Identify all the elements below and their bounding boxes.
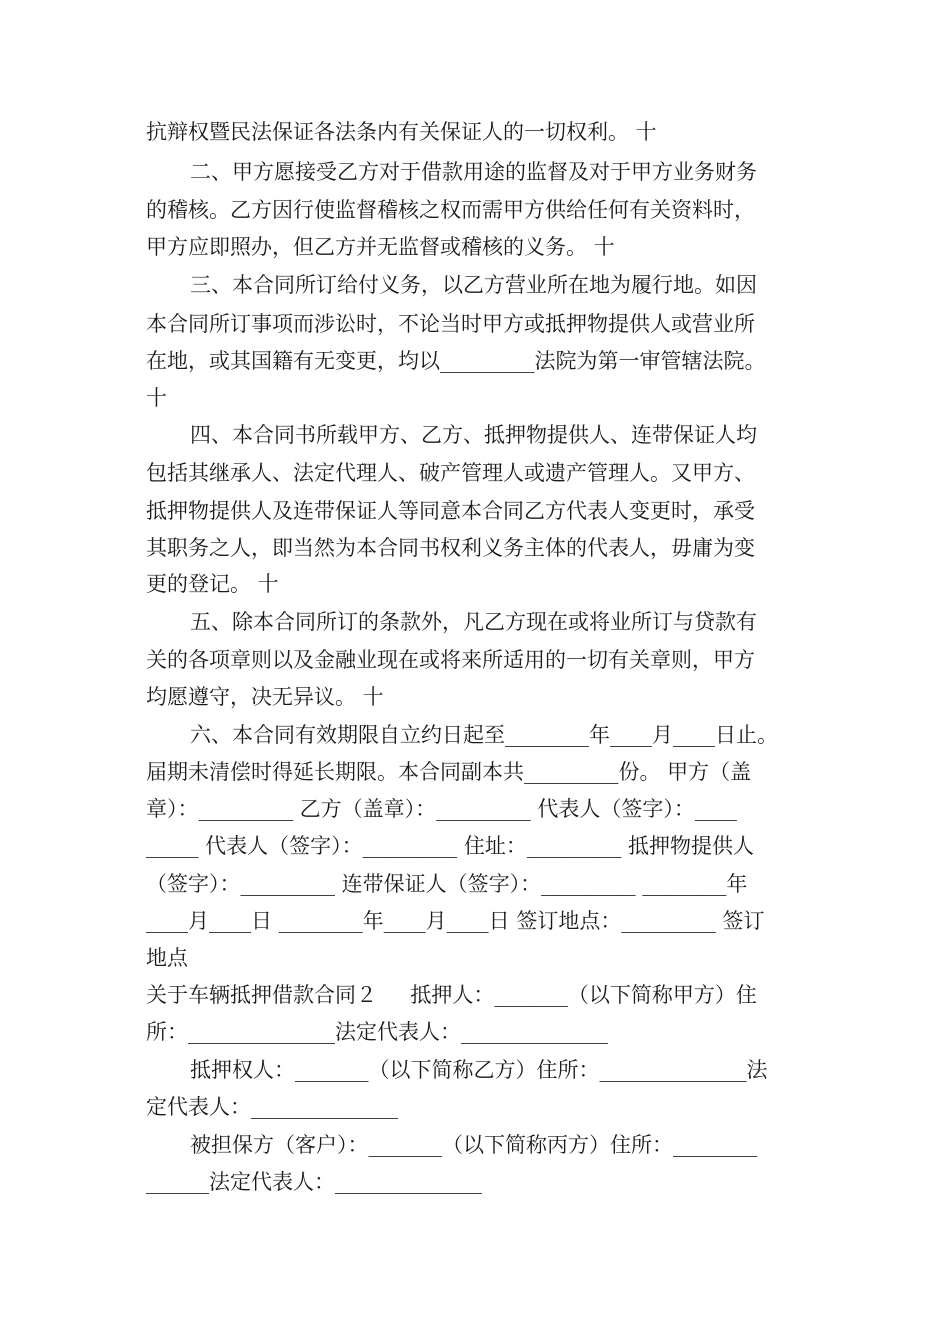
text-line: 均愿遵守，决无异议。 十 <box>146 685 384 709</box>
text-line: 关的各项章则以及金融业现在或将来所适用的一切有关章则，甲方 <box>146 648 755 672</box>
text-line: 其职务之人，即当然为本合同书权利义务主体的代表人，毋庸为变 <box>146 536 755 560</box>
text-line: 抗辩权暨民法保证各法条内有关保证人的一切权利。 十 <box>146 120 657 144</box>
text-line: 的稽核。乙方因行使监督稽核之权而需甲方供给任何有关资料时， <box>146 198 755 222</box>
text-line: 甲方应即照办，但乙方并无监督或稽核的义务。 十 <box>146 235 615 259</box>
text-line: 更的登记。 十 <box>146 572 279 596</box>
text-line: 所：______________法定代表人：______________ <box>146 1020 608 1044</box>
signature-line: 章）：_________ 乙方（盖章）：_________ 代表人（签字）：____ <box>146 797 737 821</box>
section-title-contract-2: 关于车辆抵押借款合同２ 抵押人：_______（以下简称甲方）住 <box>146 983 757 1007</box>
mortgagee-line: 抵押权人：_______（以下简称乙方）住所：______________法 <box>190 1058 768 1082</box>
signature-line: （签字）：_________ 连带保证人（签字）：_________ ________年 <box>146 872 748 896</box>
signature-line: ____月____日 ________年____月____日 签订地点：_________ 签订 <box>146 909 765 933</box>
text-line: 包括其继承人、法定代理人、破产管理人或遗产管理人。又甲方、 <box>146 461 755 485</box>
text-line: 届期未清偿时得延长期限。本合同副本共_________份。 甲方（盖 <box>146 760 752 784</box>
text-line: 定代表人：______________ <box>146 1095 398 1119</box>
text-line: 十 <box>146 386 167 410</box>
paragraph-3-start: 三、本合同所订给付义务，以乙方营业所在地为履行地。如因 <box>190 273 757 297</box>
paragraph-2-start: 二、甲方愿接受乙方对于借款用途的监督及对于甲方业务财务 <box>190 160 757 184</box>
guaranteed-party-line: 被担保方（客户）：_______（以下简称丙方）住所：________ <box>190 1133 757 1157</box>
paragraph-5-start: 五、除本合同所订的条款外，凡乙方现在或将业所订与贷款有 <box>190 610 757 634</box>
text-line: 地点 <box>146 946 188 970</box>
text-line: ______法定代表人：______________ <box>146 1170 482 1194</box>
paragraph-4-start: 四、本合同书所载甲方、乙方、抵押物提供人、连带保证人均 <box>190 423 757 447</box>
paragraph-6-start: 六、本合同有效期限自立约日起至________年____月____日止。 <box>190 723 778 747</box>
text-line: 本合同所订事项而涉讼时，不论当时甲方或抵押物提供人或营业所 <box>146 312 755 336</box>
signature-line: _____ 代表人（签字）：_________ 住址：_________ 抵押物提供人 <box>146 834 755 858</box>
text-line: 抵押物提供人及连带保证人等同意本合同乙方代表人变更时，承受 <box>146 499 755 523</box>
text-line: 在地，或其国籍有无变更，均以_________法院为第一审管辖法院。 <box>146 349 766 373</box>
